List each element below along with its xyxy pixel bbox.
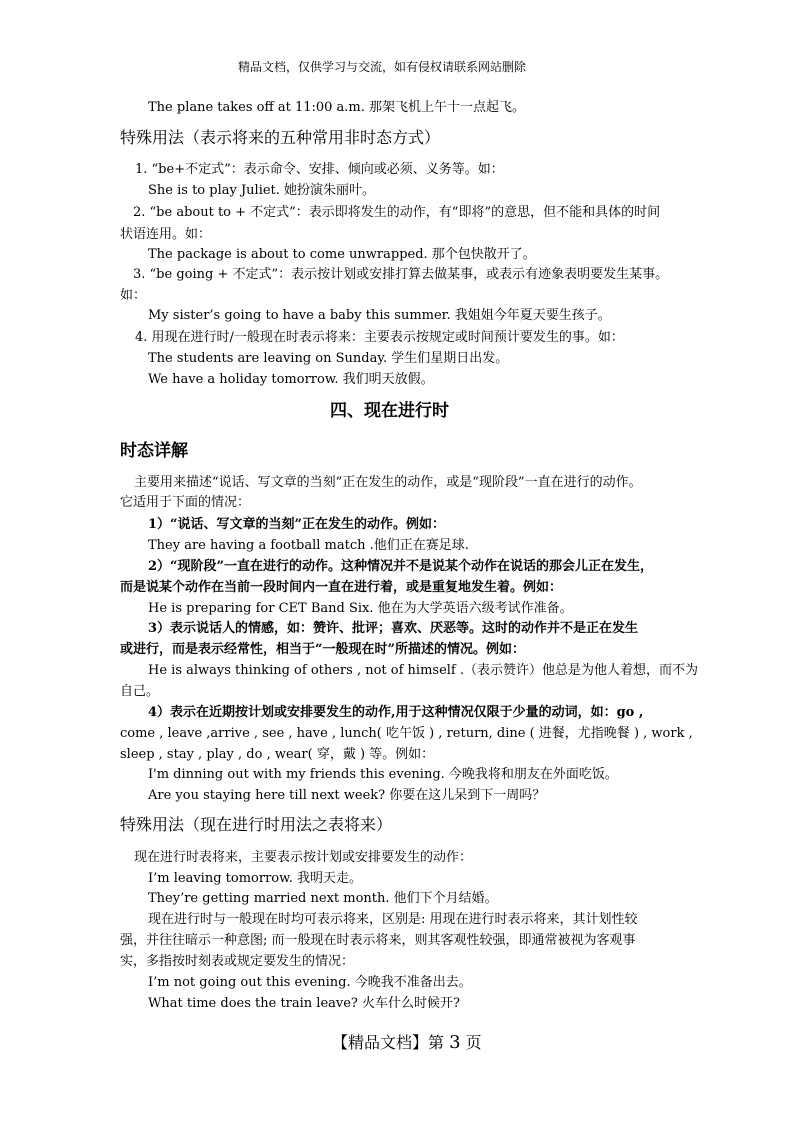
example-sentence: Are you staying here till next week? 你要在这儿呆到下一周吗？ <box>148 788 546 803</box>
paragraph-line: 实，多指按时刻表或规定要发生的情况： <box>120 954 355 969</box>
example-sentence: We have a holiday tomorrow. 我们明天放假。 <box>148 372 434 387</box>
chapter-title: 四、现在进行时 <box>330 401 449 421</box>
usage-point-continued: 而是说某个动作在当前一段时间内一直在进行着，或是重复地发生着。例如： <box>120 580 563 595</box>
example-sentence: They’re getting married next month. 他们下个月结婚。 <box>148 891 498 906</box>
paragraph-line: 强，并往往暗示一种意图; 而一般现在时表示将来，则其客观性较强，即通常被视为客观事 <box>120 933 636 948</box>
usage-item: 3. “be going + 不定式”：表示按计划或安排打算去做某事，或表示有迹象表明要发生某事。 <box>133 267 669 282</box>
usage-point: 4）表示在近期按计划或安排要发生的动作,用于这种情况仅限于少量的动词，如：go , <box>148 705 644 720</box>
usage-item-continued: 状语连用。如： <box>120 227 212 242</box>
example-sentence: I’m leaving tomorrow. 我明天走。 <box>148 871 362 886</box>
example-sentence: He is preparing for CET Band Six. 他在为大学英语六级考试作准备。 <box>148 601 573 616</box>
usage-point: 3）表示说话人的情感，如：赞许、批评；喜欢、厌恶等。这时的动作并不是正在发生 <box>148 621 639 636</box>
paragraph-line: 现在进行时表将来，主要表示按计划或安排要发生的动作： <box>134 850 473 865</box>
example-sentence: The package is about to come unwrapped. 那个包快散开了。 <box>148 247 536 262</box>
example-sentence: My sister’s going to have a baby this summer. 我姐姐今年夏天要生孩子。 <box>148 308 611 323</box>
footer-suffix: 页 <box>465 1033 482 1052</box>
page-footer <box>332 1033 482 1053</box>
example-sentence: I’m not going out this evening. 今晚我不准备出去。 <box>148 975 472 990</box>
example-sentence: I'm dinning out with my friends this evening. 今晚我将和朋友在外面吃饭。 <box>148 767 618 782</box>
usage-point-continued: come , leave ,arrive , see , have , lunch( 吃午饭 ) , return, dine ( 进餐，尤指晚餐 ) , work , <box>120 726 693 741</box>
usage-point: 1）“说话、写文章的当刻”正在发生的动作。例如： <box>148 517 446 532</box>
paragraph-line: 主要用来描述“说话、写文章的当刻”正在发生的动作，或是“现阶段”一直在进行的动作。 <box>134 475 642 490</box>
usage-item: 4. 用现在进行时/一般现在时表示将来：主要表示按规定或时间预计要发生的事。如： <box>135 330 624 345</box>
example-sentence: She is to play Juliet. 她扮演朱丽叶。 <box>148 183 376 198</box>
example-sentence-continued: 自己。 <box>120 684 160 699</box>
example-sentence: What time does the train leave? 火车什么时候开? <box>148 996 461 1011</box>
section-heading: 时态详解 <box>120 441 188 461</box>
usage-item-continued: 如： <box>120 288 147 303</box>
example-sentence: He is always thinking of others , not of himself .（表示赞许）他总是为他人着想，而不为 <box>148 663 698 678</box>
example-sentence: They are having a football match .他们正在赛足球. <box>148 538 469 553</box>
paragraph-line: 现在进行时与一般现在时均可表示将来，区别是: 用现在进行时表示将来，其计划性较 <box>148 912 638 927</box>
usage-point: 2）“现阶段”一直在进行的动作。这种情况并不是说某个动作在说话的那会儿正在发生， <box>148 559 654 574</box>
section-heading: 特殊用法（表示将来的五种常用非时态方式） <box>120 128 441 147</box>
usage-point-continued: 或进行，而是表示经常性，相当于“一般现在时”所描述的情况。例如： <box>120 642 525 657</box>
example-sentence: The plane takes off at 11:00 a.m. 那架飞机上午十一点起飞。 <box>148 100 526 115</box>
example-sentence: The students are leaving on Sunday. 学生们星期日出发。 <box>148 351 509 366</box>
section-heading: 特殊用法（现在进行时用法之表将来） <box>120 815 393 834</box>
usage-item: 2. “be about to + 不定式”：表示即将发生的动作，有“即将”的意思，但不能和具体的时间 <box>133 205 661 220</box>
footer-prefix: 【精品文档】第 <box>332 1033 445 1052</box>
page-number: 3 <box>449 1032 461 1053</box>
usage-item: 1. “be+不定式”：表示命令、安排、倾向或必须、义务等。如： <box>135 162 504 177</box>
usage-point-continued: sleep , stay , play , do , wear( 穿，戴 ) 等。例如： <box>120 747 435 762</box>
page-header: 精品文档，仅供学习与交流，如有侵权请联系网站删除 <box>238 60 527 74</box>
paragraph-line: 它适用于下面的情况： <box>120 495 251 510</box>
